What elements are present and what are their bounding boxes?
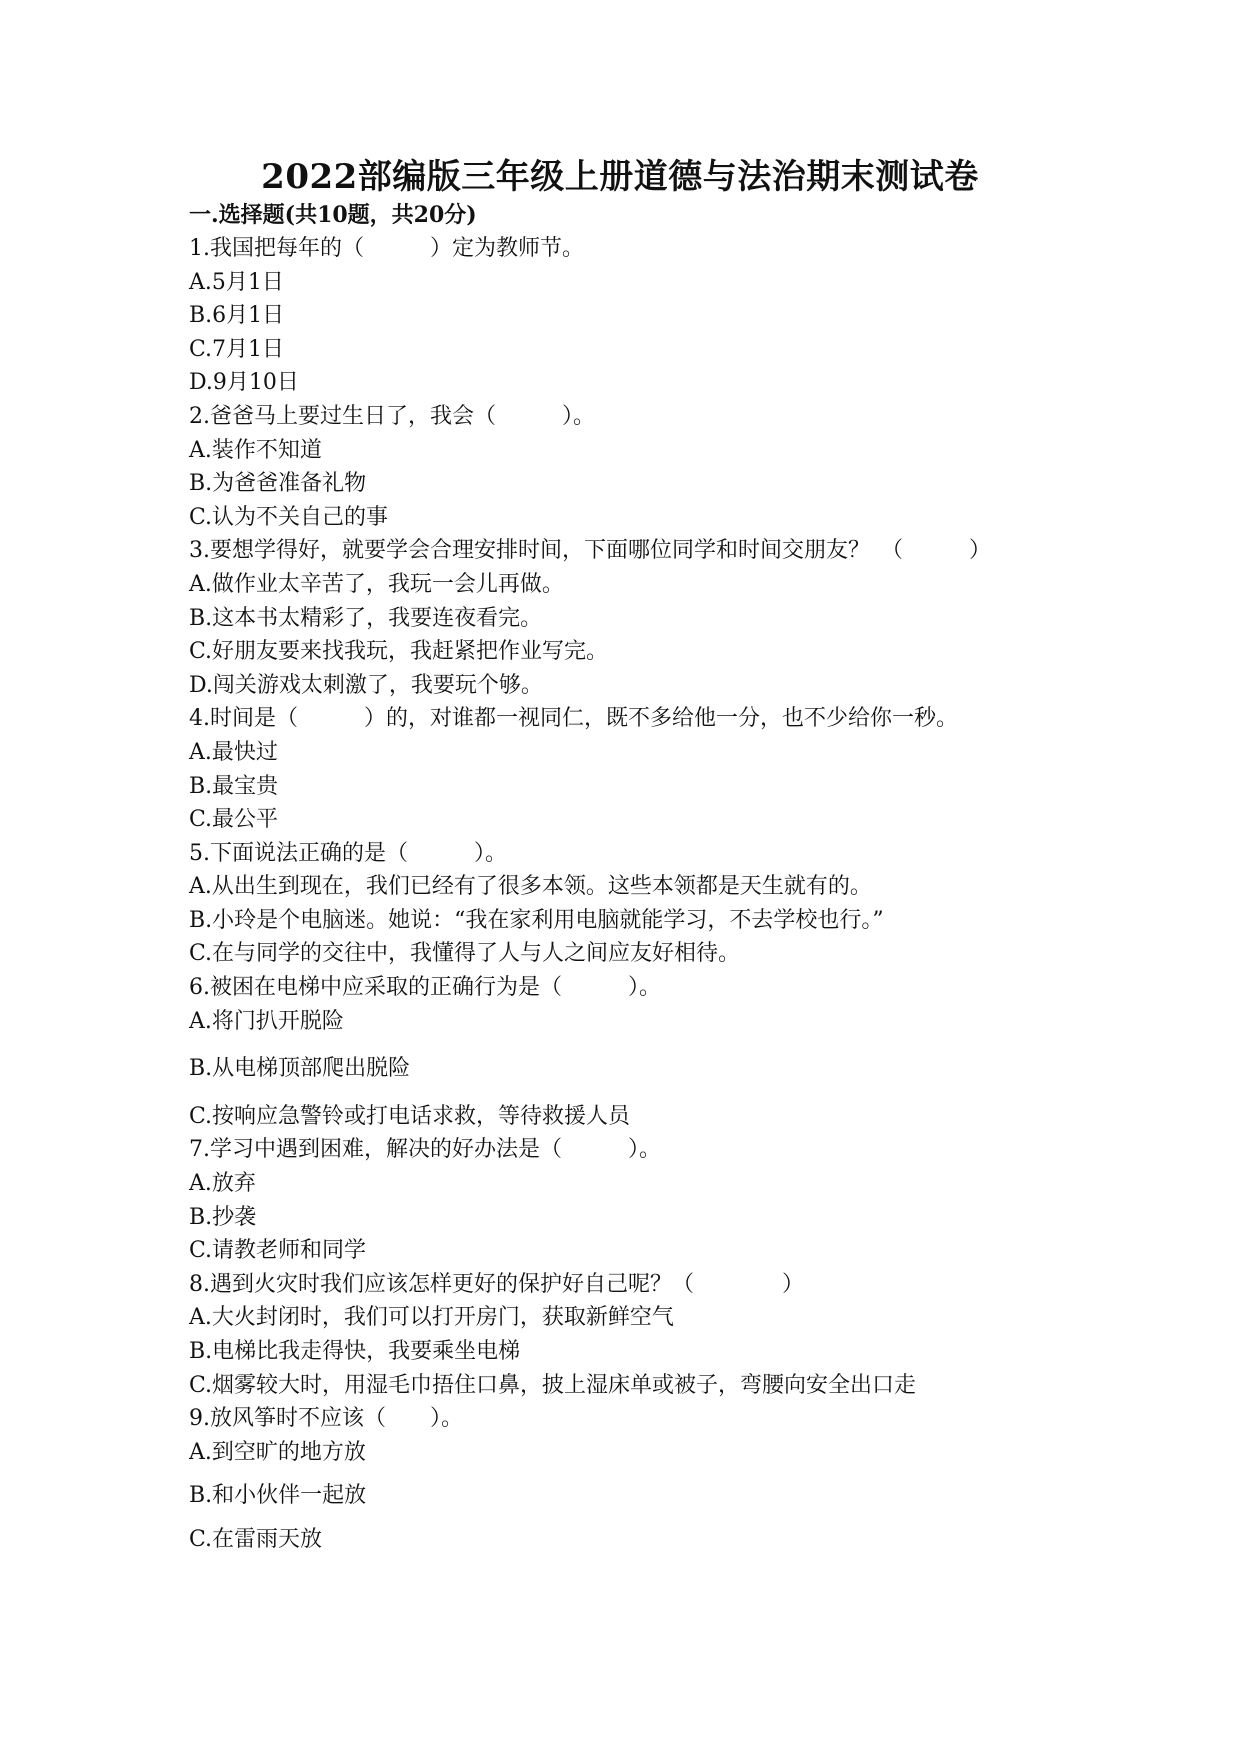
option: A.装作不知道: [189, 437, 322, 463]
option: C.7月1日: [189, 336, 285, 362]
option: B.最宝贵: [189, 773, 279, 799]
option: C.烟雾较大时，用湿毛巾捂住口鼻，披上湿床单或被子，弯腰向安全出口走: [189, 1372, 917, 1398]
option: C.好朋友要来找我玩，我赶紧把作业写完。: [189, 639, 609, 665]
option: C.在雷雨天放: [189, 1526, 323, 1552]
question-list: [189, 232, 1049, 1557]
option: A.到空旷的地方放: [189, 1439, 366, 1465]
question-stem: 3.要想学得好，就要学会合理安排时间，下面哪位同学和时间交朋友？ （ ）: [189, 538, 991, 564]
option: D.9月10日: [189, 370, 299, 396]
question-stem: 6.被困在电梯中应采取的正确行为是（ ）。: [189, 975, 661, 1001]
question-stem: 2.爸爸马上要过生日了，我会（ ）。: [189, 403, 595, 429]
question-stem: 9.放风筝时不应该（ ）。: [189, 1406, 463, 1432]
option: B.小玲是个电脑迷。她说：“我在家利用电脑就能学习，不去学校也行。”: [189, 907, 884, 933]
question-stem: 7.学习中遇到困难，解决的好办法是（ ）。: [189, 1137, 661, 1163]
question-stem: 5.下面说法正确的是（ ）。: [189, 840, 507, 866]
option: B.抄袭: [189, 1204, 257, 1230]
option: A.大火封闭时，我们可以打开房门，获取新鲜空气: [189, 1305, 674, 1331]
question-stem: 1.我国把每年的（ ）定为教师节。: [189, 236, 584, 261]
section-header: 一.选择题(共10题，共20分): [189, 202, 477, 228]
option: B.这本书太精彩了，我要连夜看完。: [189, 605, 543, 631]
option: A.将门扒开脱险: [189, 1008, 344, 1034]
option: C.最公平: [189, 807, 279, 833]
option: B.从电梯顶部爬出脱险: [189, 1056, 411, 1082]
option: A.做作业太辛苦了，我玩一会儿再做。: [189, 571, 564, 597]
option: B.和小伙伴一起放: [189, 1483, 367, 1509]
option: C.按响应急警铃或打电话求救，等待救援人员: [189, 1103, 631, 1129]
question-stem: 8.遇到火灾时我们应该怎样更好的保护好自己呢？（ ）: [189, 1271, 804, 1297]
option: B.电梯比我走得快，我要乘坐电梯: [189, 1339, 521, 1364]
option: A.从出生到现在，我们已经有了很多本领。这些本领都是天生就有的。: [189, 874, 872, 900]
option: A.最快过: [189, 739, 278, 765]
question-stem: 4.时间是（ ）的，对谁都一视同仁，既不多给他一分，也不少给你一秒。: [189, 706, 958, 732]
option: D.闯关游戏太刺激了，我要玩个够。: [189, 672, 543, 698]
option: C.请教老师和同学: [189, 1238, 367, 1264]
option: A.放弃: [189, 1171, 256, 1197]
exam-title: 2022部编版三年级上册道德与法治期末测试卷: [261, 157, 979, 197]
option: B.6月1日: [189, 303, 285, 329]
option: A.5月1日: [189, 269, 284, 295]
option: C.认为不关自己的事: [189, 504, 389, 530]
option: C.在与同学的交往中，我懂得了人与人之间应友好相待。: [189, 941, 741, 967]
option: B.为爸爸准备礼物: [189, 471, 367, 497]
